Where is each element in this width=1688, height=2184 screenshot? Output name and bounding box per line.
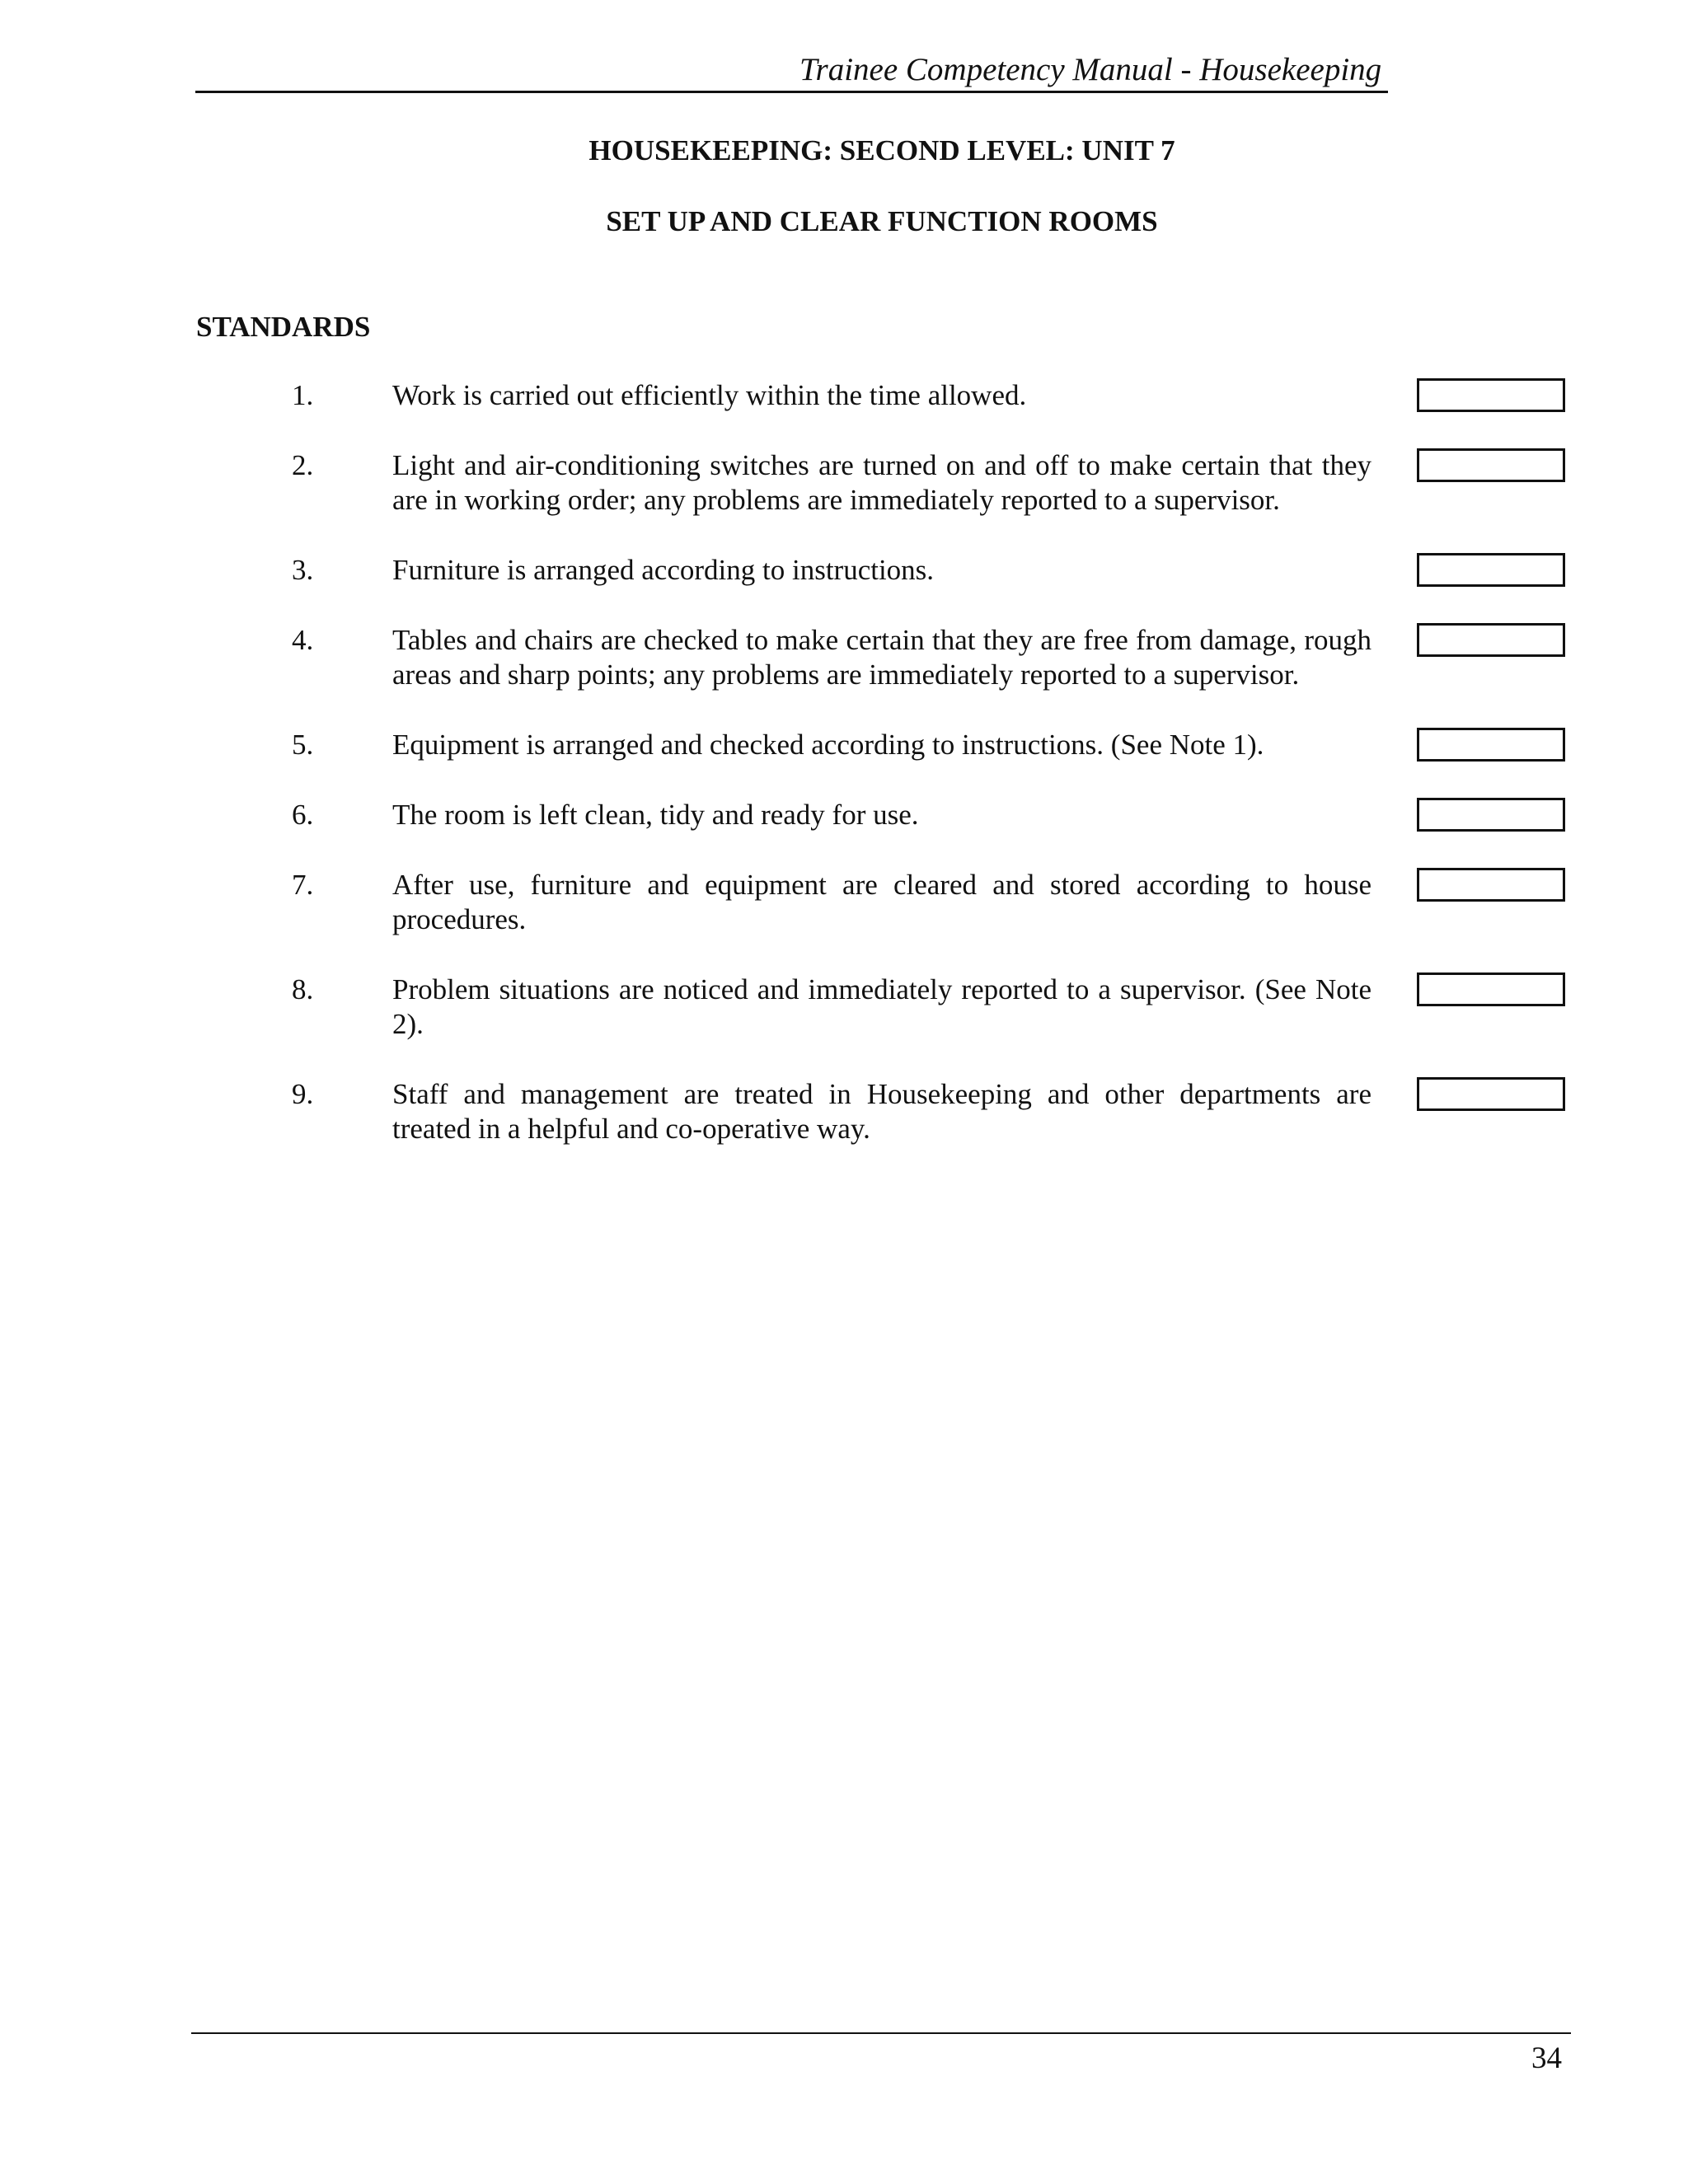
unit-subtitle: SET UP AND CLEAR FUNCTION ROOMS (606, 205, 1158, 237)
standard-text: Problem situations are noticed and immediately reported to a supervisor. (See Note 2). (392, 973, 1372, 1040)
standard-checkbox[interactable] (1417, 623, 1565, 657)
header-rule (195, 91, 1388, 93)
standards-heading: STANDARDS (196, 311, 371, 343)
standard-text: Staff and management are treated in Housekeeping and other departments are treated in a helpful and co-operative way. (392, 1078, 1372, 1145)
standard-number: 8. (292, 973, 314, 1005)
standard-checkbox[interactable] (1417, 868, 1565, 902)
standard-number: 2. (292, 449, 314, 481)
standard-number: 6. (292, 799, 314, 831)
standard-text: The room is left clean, tidy and ready for use. (392, 799, 919, 831)
unit-title: HOUSEKEEPING: SECOND LEVEL: UNIT 7 (588, 134, 1175, 166)
standard-text: Tables and chairs are checked to make certain that they are free from damage, rough areas and sharp points; any problems are immediately reported to a supervisor. (392, 624, 1372, 691)
standard-checkbox[interactable] (1417, 972, 1565, 1006)
standard-checkbox[interactable] (1417, 378, 1565, 412)
standard-text: Equipment is arranged and checked according to instructions. (See Note 1). (392, 729, 1264, 761)
page-number: 34 (1531, 2041, 1562, 2075)
standard-checkbox[interactable] (1417, 553, 1565, 587)
standard-checkbox[interactable] (1417, 448, 1565, 482)
standard-text: Work is carried out efficiently within the time allowed. (392, 379, 1027, 411)
standard-text: Furniture is arranged according to instructions. (392, 554, 935, 586)
running-header: Trainee Competency Manual - Housekeeping (799, 52, 1382, 87)
standard-number: 3. (292, 554, 314, 586)
standard-checkbox[interactable] (1417, 728, 1565, 762)
standard-checkbox[interactable] (1417, 798, 1565, 832)
standard-number: 7. (292, 869, 314, 901)
standard-number: 9. (292, 1078, 314, 1110)
standard-number: 4. (292, 624, 314, 656)
footer-rule (191, 2032, 1571, 2034)
standard-text: After use, furniture and equipment are cleared and stored according to house procedures. (392, 869, 1372, 935)
standard-text: Light and air-conditioning switches are turned on and off to make certain that they are in working order; any problems are immediately reported to a supervisor. (392, 449, 1372, 516)
standard-number: 5. (292, 729, 314, 761)
standard-checkbox[interactable] (1417, 1077, 1565, 1111)
standard-number: 1. (292, 379, 314, 411)
